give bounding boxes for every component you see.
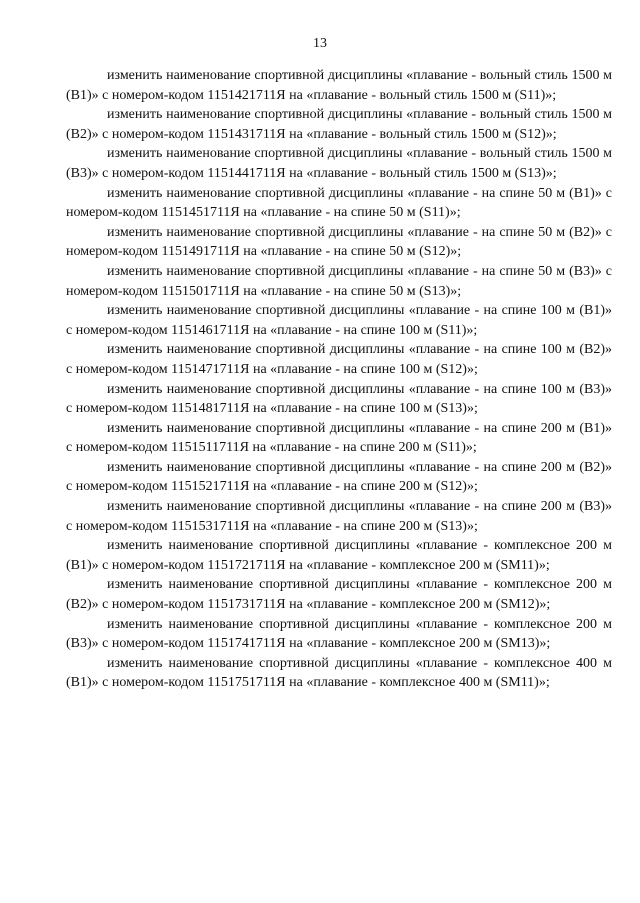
paragraph: изменить наименование спортивной дисциплины «плавание - комплексное 200 м (В2)» с номером-кодом 1151731711Я на «плавание - комплексное 200 м (SM12)»; bbox=[66, 577, 612, 613]
page-number: 13 bbox=[313, 36, 327, 51]
paragraph: изменить наименование спортивной дисциплины «плавание - на спине 50 м (В3)» с номером-кодом 1151501711Я на «плавание - на спине 50 м (S13)»; bbox=[66, 263, 612, 299]
paragraph: изменить наименование спортивной дисциплины «плавание - на спине 100 м (В1)» с номером-кодом 1151461711Я на «плавание - на спине 100 м (S11)»; bbox=[66, 303, 612, 338]
paragraph: изменить наименование спортивной дисциплины «плавание - комплексное 200 м (В1)» с номером-кодом 1151721711Я на «плавание - комплексное 200 м (SM11)»; bbox=[66, 538, 612, 573]
paragraph: изменить наименование спортивной дисциплины «плавание - на спине 200 м (В1)» с номером-кодом 1151511711Я на «плавание - на спине 200 м (S11)»; bbox=[66, 420, 612, 456]
paragraph: изменить наименование спортивной дисциплины «плавание - комплексное 400 м (В1)» с номером-кодом 1151751711Я на «плавание - комплексное 400 м (SM11)»; bbox=[66, 655, 612, 691]
paragraph: изменить наименование спортивной дисциплины «плавание - на спине 200 м (В3)» с номером-кодом 1151531711Я на «плавание - на спине 200 м (S13)»; bbox=[66, 499, 612, 534]
paragraph: изменить наименование спортивной дисциплины «плавание - на спине 50 м (В1)» с номером-кодом 1151451711Я на «плавание - на спине 50 м (S11)»; bbox=[66, 185, 612, 221]
paragraph: изменить наименование спортивной дисциплины «плавание - вольный стиль 1500 м (В2)» с номером-кодом 1151431711Я на «плавание - вольный стиль 1500 м (S12)»; bbox=[66, 107, 612, 142]
paragraph: изменить наименование спортивной дисциплины «плавание - вольный стиль 1500 м (В1)» с номером-кодом 1151421711Я на «плавание - вольный стиль 1500 м (S11)»; bbox=[66, 68, 612, 103]
paragraph: изменить наименование спортивной дисциплины «плавание - на спине 50 м (В2)» с номером-кодом 1151491711Я на «плавание - на спине 50 м (S12)»; bbox=[66, 224, 612, 260]
paragraph: изменить наименование спортивной дисциплины «плавание - вольный стиль 1500 м (В3)» с номером-кодом 1151441711Я на «плавание - вольный стиль 1500 м (S13)»; bbox=[66, 146, 612, 181]
paragraph: изменить наименование спортивной дисциплины «плавание - комплексное 200 м (В3)» с номером-кодом 1151741711Я на «плавание - комплексное 200 м (SM13)»; bbox=[66, 616, 612, 652]
paragraph: изменить наименование спортивной дисциплины «плавание - на спине 100 м (В2)» с номером-кодом 1151471711Я на «плавание - на спине 100 м (S12)»; bbox=[66, 342, 612, 377]
paragraph: изменить наименование спортивной дисциплины «плавание - на спине 200 м (В2)» с номером-кодом 1151521711Я на «плавание - на спине 200 м (S12)»; bbox=[66, 459, 612, 495]
document-body bbox=[66, 66, 612, 693]
paragraph: изменить наименование спортивной дисциплины «плавание - на спине 100 м (В3)» с номером-кодом 1151481711Я на «плавание - на спине 100 м (S13)»; bbox=[66, 381, 612, 417]
